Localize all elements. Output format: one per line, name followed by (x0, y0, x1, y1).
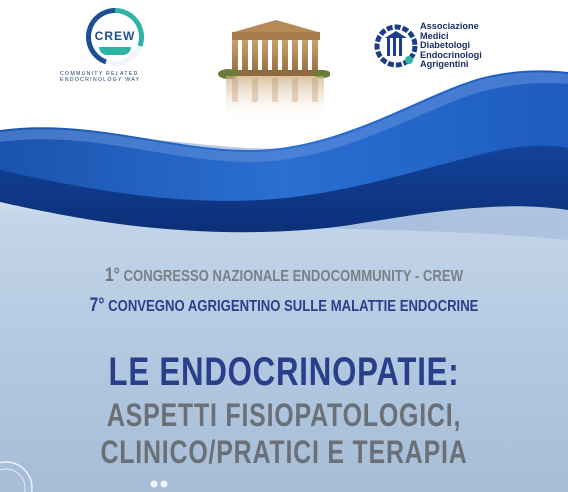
event-line-2 (51, 295, 517, 317)
crew-logo-name: CREW (94, 29, 136, 43)
crew-tagline-1: COMMUNITY RELATED (60, 71, 139, 77)
event-line-1-text: CONGRESSO NAZIONALE ENDOCOMMUNITY - CREW (123, 268, 463, 285)
association-line-3: Diabetologi (420, 40, 471, 51)
association-name (420, 22, 520, 70)
event-line-1-number: 1° (105, 265, 120, 286)
temple-of-concordia-image (218, 14, 330, 126)
association-emblem-icon (373, 16, 419, 78)
crew-circle-icon (86, 8, 144, 66)
crew-tagline-2: ENDOCRINOLOGY WAY (60, 77, 141, 83)
association-line-5: Agrigentini (420, 59, 469, 70)
subtitle-line-1: ASPETTI FISIOPATOLOGICI, (106, 397, 462, 433)
association-logo (373, 16, 523, 86)
event-line-2-text: CONVEGNO AGRIGENTINO SULLE MALATTIE ENDOCRINE (108, 298, 479, 315)
event-line-2-number: 7° (89, 295, 105, 316)
association-line-1: Associazione (420, 21, 479, 31)
crew-tagline (60, 71, 170, 83)
hands-icon (99, 47, 131, 55)
event-line-1 (51, 265, 517, 287)
subtitle-line-2: CLINICO/PRATICI E TERAPIA (100, 434, 468, 470)
association-line-2: Medici (420, 30, 449, 41)
association-line-4: Endocrinologi (420, 49, 482, 60)
decorative-dots (148, 478, 178, 490)
page-title: LE ENDOCRINOPATIE: (108, 350, 460, 394)
crew-logo (60, 8, 170, 88)
